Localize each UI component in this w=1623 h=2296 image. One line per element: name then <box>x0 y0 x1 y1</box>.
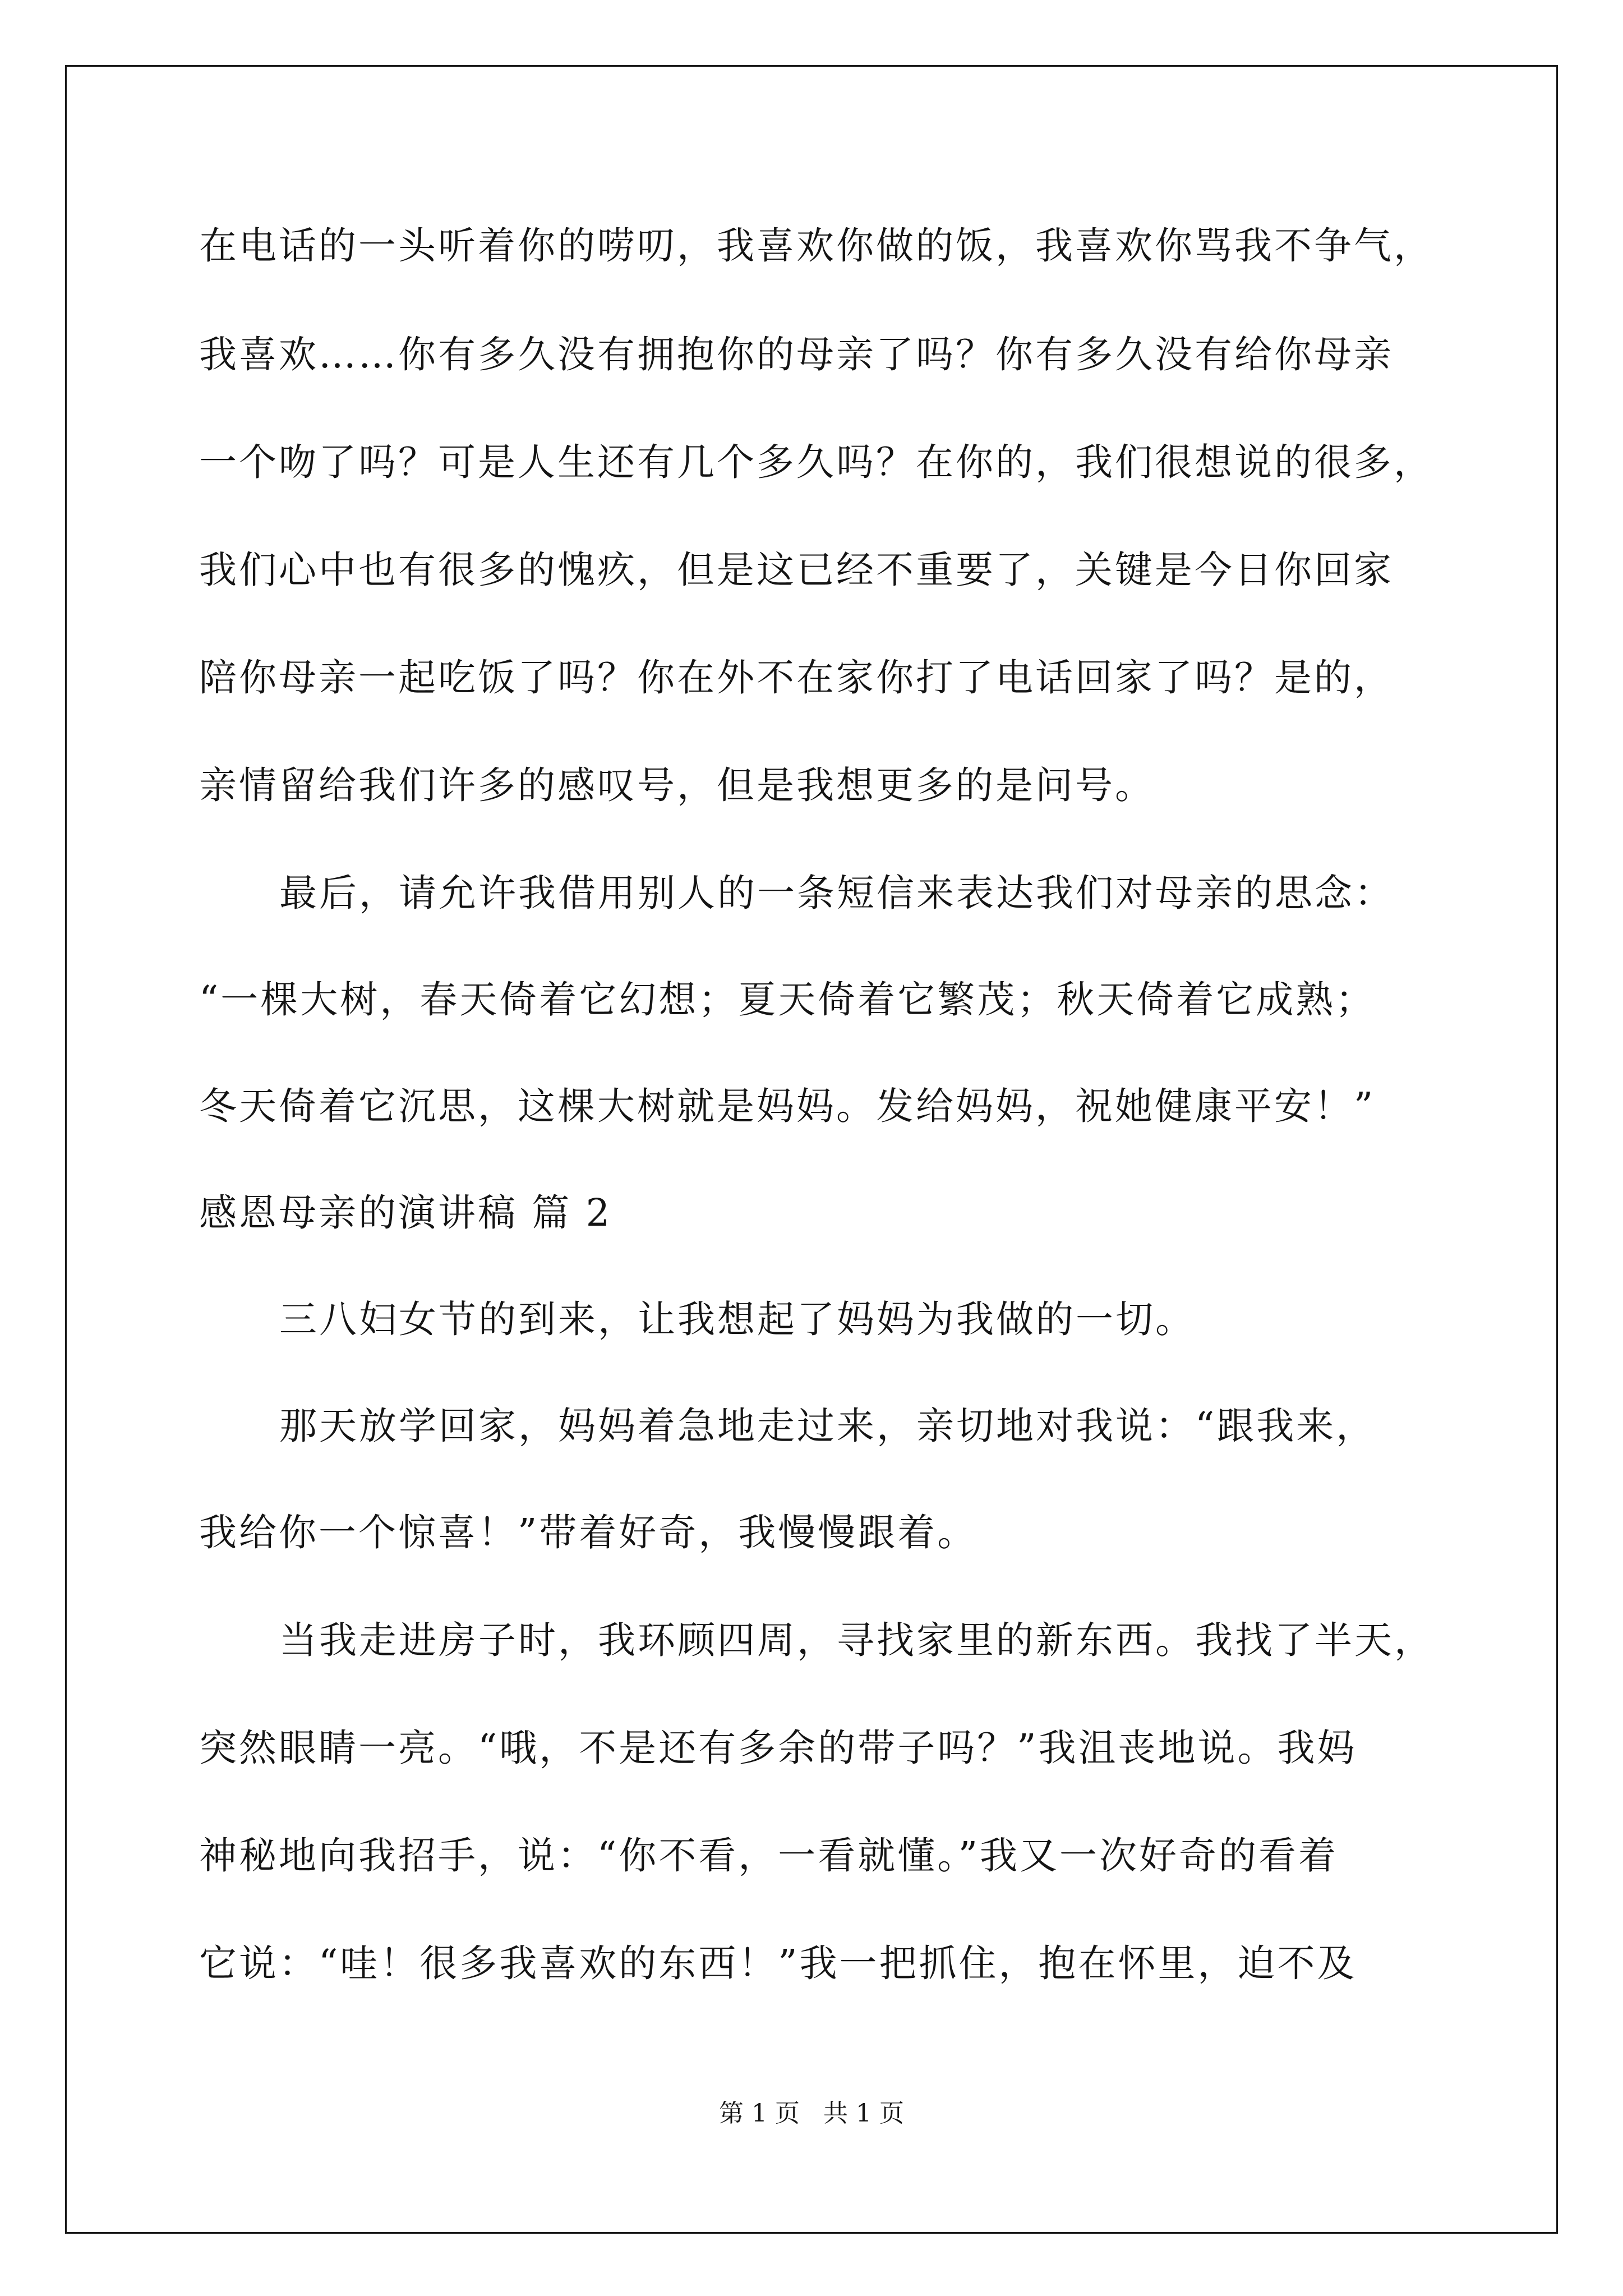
page-border <box>65 65 1558 2234</box>
page-footer <box>0 2098 1623 2129</box>
page-total: 共 1 页 <box>823 2099 904 2128</box>
text-line: 在电话的一头听着你的唠叨，我喜欢你做的饭，我喜欢你骂我不争气， <box>199 224 1433 268</box>
text-line: 神秘地向我招手，说：“你不看，一看就懂。”我又一次好奇的看着 <box>199 1834 1339 1878</box>
page-number: 第 1 页 <box>719 2099 800 2128</box>
text-line: 三八妇女节的到来，让我想起了妈妈为我做的一切。 <box>279 1297 1195 1341</box>
text-line: 那天放学回家，妈妈着急地走过来，亲切地对我说：“跟我来， <box>279 1404 1376 1448</box>
text-line: 我们心中也有很多的愧疚，但是这已经不重要了，关键是今日你回家 <box>199 548 1394 592</box>
text-line: “一棵大树，春天倚着它幻想；夏天倚着它繁茂；秋天倚着它成熟； <box>199 978 1376 1022</box>
text-line: 冬天倚着它沉思，这棵大树就是妈妈。发给妈妈，祝她健康平安！” <box>199 1084 1376 1128</box>
text-line: 突然眼睛一亮。“哦，不是还有多余的带子吗？”我沮丧地说。我妈 <box>199 1726 1357 1770</box>
text-line: 最后，请允许我借用别人的一条短信来表达我们对母亲的思念： <box>279 871 1394 915</box>
text-line: 一个吻了吗？可是人生还有几个多久吗？在你的，我们很想说的很多， <box>199 440 1433 484</box>
section-heading: 感恩母亲的演讲稿 篇 2 <box>199 1191 612 1235</box>
text-line: 亲情留给我们许多的感叹号，但是我想更多的是问号。 <box>199 763 1155 807</box>
text-line: 它说：“哇！很多我喜欢的东西！”我一把抓住，抱在怀里，迫不及 <box>199 1941 1357 1985</box>
text-line: 当我走进房子时，我环顾四周，寻找家里的新东西。我找了半天， <box>279 1618 1434 1662</box>
text-line: 陪你母亲一起吃饭了吗？你在外不在家你打了电话回家了吗？是的， <box>199 656 1394 700</box>
text-line: 我喜欢……你有多久没有拥抱你的母亲了吗？你有多久没有给你母亲 <box>199 333 1394 376</box>
text-line: 我给你一个惊喜！”带着好奇，我慢慢跟着。 <box>199 1511 978 1554</box>
